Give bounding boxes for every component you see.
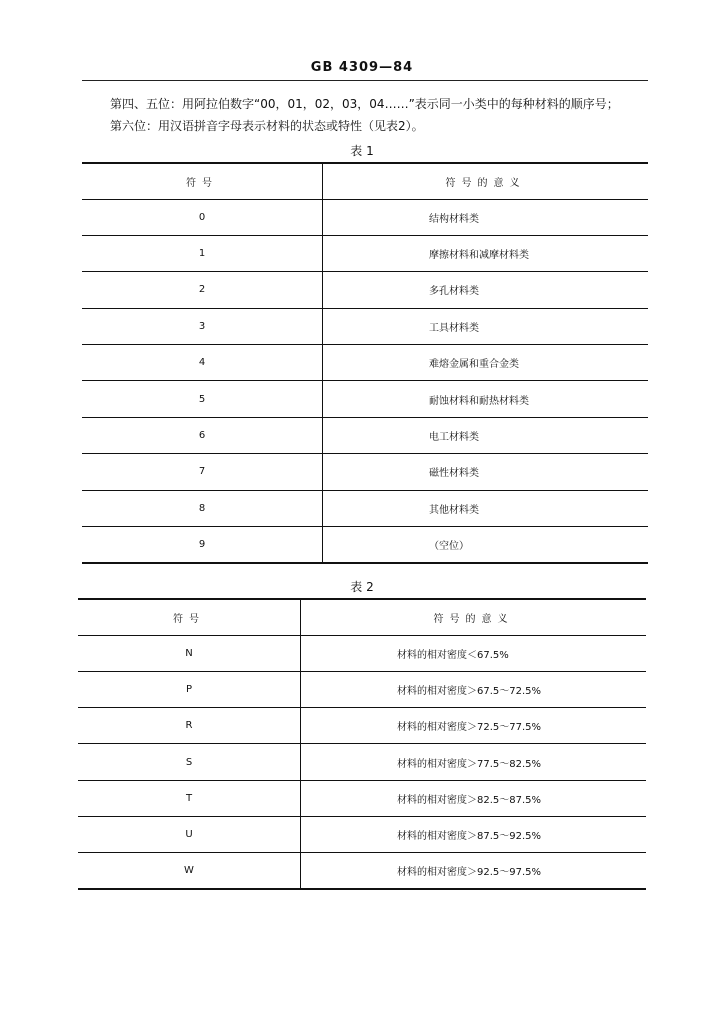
table2-symbol-cell: R [78,708,301,744]
table-row [78,708,646,744]
table2-meaning-cell: 材料的相对密度＞77.5～82.5% [301,744,647,780]
table1-symbol-cell: 7 [82,454,323,490]
table-row [82,345,648,381]
table-row [82,417,648,453]
table1-meaning-cell: 难熔金属和重合金类 [323,345,649,381]
table-row [82,308,648,344]
table1-symbol-cell: 1 [82,235,323,271]
table2-symbol-cell: U [78,816,301,852]
table2-meaning-cell: 材料的相对密度＜67.5% [301,635,647,671]
table1-header-row [82,163,648,199]
table2-symbol-cell: T [78,780,301,816]
body-paragraph-line-2: 第六位：用汉语拼音字母表示材料的状态或特性（见表2）。 [110,119,424,133]
table1-meaning-cell: （空位） [323,527,649,563]
table1-symbol-cell: 0 [82,199,323,235]
table1 [82,162,648,564]
table-row [78,635,646,671]
table-row [78,671,646,707]
table1-meaning-cell: 电工材料类 [323,417,649,453]
table-row [82,454,648,490]
standard-code-header: GB 4309—84 [310,60,414,75]
table2-meaning-cell: 材料的相对密度＞82.5～87.5% [301,780,647,816]
table-row [82,490,648,526]
table2-header-meaning: 符号的意义 [301,599,647,635]
table1-symbol-cell: 4 [82,345,323,381]
table-row [82,199,648,235]
table-row [78,816,646,852]
table-row [82,527,648,563]
table1-symbol-cell: 3 [82,308,323,344]
table1-symbol-cell: 5 [82,381,323,417]
table2 [78,598,646,890]
table-row [82,272,648,308]
table-row [78,780,646,816]
table1-symbol-cell: 2 [82,272,323,308]
header-rule [82,80,648,81]
table1-meaning-cell: 耐蚀材料和耐热材料类 [323,381,649,417]
table2-header-row [78,599,646,635]
table1-meaning-cell: 摩擦材料和减摩材料类 [323,235,649,271]
table-row [82,381,648,417]
table2-symbol-cell: W [78,853,301,889]
table1-header-symbol: 符号 [82,163,323,199]
body-paragraph-line-1: 第四、五位：用阿拉伯数字“00，01，02，03，04……”表示同一小类中的每种材料的顺序号； [110,97,619,111]
table1-symbol-cell: 8 [82,490,323,526]
table1-header-meaning: 符号的意义 [323,163,649,199]
table2-meaning-cell: 材料的相对密度＞87.5～92.5% [301,816,647,852]
table1-symbol-cell: 9 [82,527,323,563]
table1-meaning-cell: 工具材料类 [323,308,649,344]
table2-header-symbol: 符号 [78,599,301,635]
table1-meaning-cell: 结构材料类 [323,199,649,235]
table2-caption: 表 2 [350,580,374,594]
table2-meaning-cell: 材料的相对密度＞92.5～97.5% [301,853,647,889]
table1-meaning-cell: 磁性材料类 [323,454,649,490]
table-row [82,235,648,271]
table1-meaning-cell: 其他材料类 [323,490,649,526]
table2-symbol-cell: S [78,744,301,780]
table2-symbol-cell: N [78,635,301,671]
table2-symbol-cell: P [78,671,301,707]
table2-meaning-cell: 材料的相对密度＞72.5～77.5% [301,708,647,744]
table-row [78,744,646,780]
table1-caption: 表 1 [350,144,374,158]
table1-meaning-cell: 多孔材料类 [323,272,649,308]
table1-symbol-cell: 6 [82,417,323,453]
table2-meaning-cell: 材料的相对密度＞67.5～72.5% [301,671,647,707]
table-row [78,853,646,889]
